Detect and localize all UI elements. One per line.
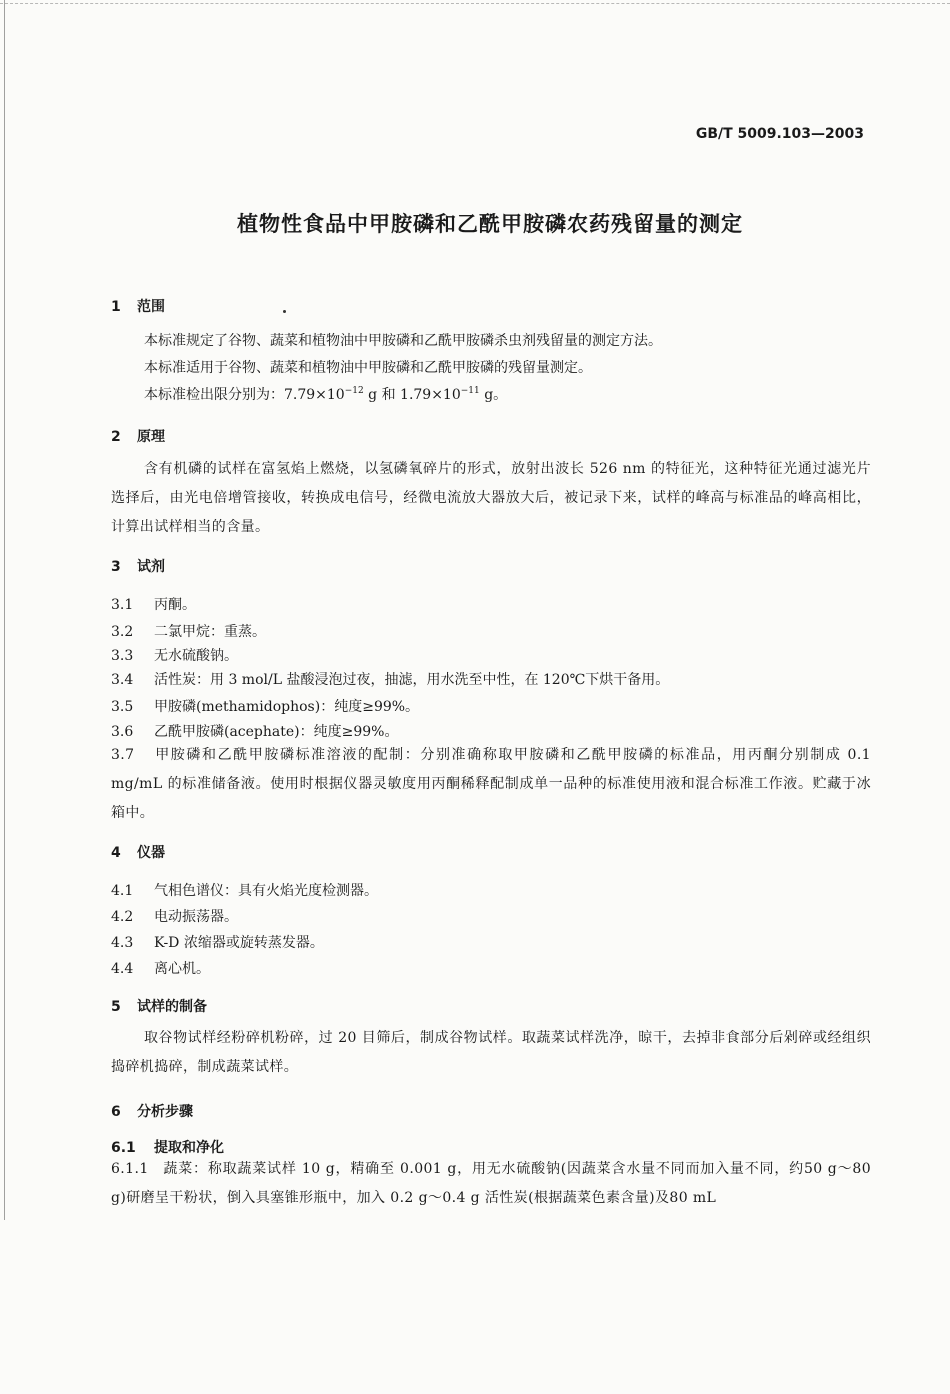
section-number: 2: [111, 429, 121, 445]
section-3-heading: [111, 556, 165, 576]
apparatus-item: [111, 880, 378, 900]
section-number: 6: [111, 1104, 121, 1120]
item-number: 6.1.1: [111, 1161, 149, 1177]
detection-limit-a: 本标准检出限分别为：7.79×10: [144, 387, 345, 403]
scan-edge-top: [0, 3, 950, 5]
reagent-item: [111, 645, 238, 665]
section-1-heading: [111, 296, 165, 316]
apparatus-item: [111, 932, 324, 952]
reagent-item: [111, 621, 266, 641]
detection-limit-c: g。: [479, 387, 508, 403]
item-text: 蔬菜：称取蔬菜试样 10 g，精确至 0.001 g，用无水硫酸钠(因蔬菜含水量不同而加入量不同，约50 g～80 g)研磨呈干粉状，倒入具塞锥形瓶中，加入 0.2 g～0.4 g 活性炭(根据蔬菜色素含量)及80 mL: [111, 1161, 871, 1206]
item-text: 二氯甲烷：重蒸。: [154, 624, 266, 640]
section-title: 分析步骤: [137, 1104, 193, 1120]
principle-paragraph: 含有机磷的试样在富氢焰上燃烧，以氢磷氧碎片的形式，放射出波长 526 nm 的特征光，这种特征光通过滤光片选择后，由光电倍增管接收，转换成电信号，经微电流放大器放大后，被记录下来，试样的峰高与标准品的峰高相比，计算出试样相当的含量。: [111, 461, 871, 535]
sample-prep-paragraph: 取谷物试样经粉碎机粉碎，过 20 目筛后，制成谷物试样。取蔬菜试样洗净，晾干，去掉非食部分后剁碎或经组织捣碎机捣碎，制成蔬菜试样。: [111, 1030, 871, 1075]
detection-limit-b: g 和 1.79×10: [363, 387, 461, 403]
scan-edge-left: [4, 0, 6, 1220]
exponent-2: −11: [460, 386, 480, 396]
section-4-heading: [111, 842, 165, 862]
item-text: 气相色谱仪：具有火焰光度检测器。: [154, 883, 378, 899]
item-text: 乙酰甲胺磷(acephate)：纯度≥99%。: [154, 724, 399, 740]
extraction-item-6-1-1: [111, 1155, 871, 1213]
subsection-6-1-heading: [111, 1137, 224, 1157]
item-number: 4.2: [111, 909, 134, 925]
item-number: 3.7: [111, 747, 135, 763]
section-title: 试样的制备: [137, 999, 207, 1015]
item-text: 无水硫酸钠。: [154, 648, 238, 664]
item-text: 甲胺磷(methamidophos)：纯度≥99%。: [154, 699, 420, 715]
document-title: 植物性食品中甲胺磷和乙酰甲胺磷农药残留量的测定: [237, 212, 743, 236]
section-2-heading: [111, 426, 165, 446]
subsection-number: 6.1: [111, 1140, 136, 1156]
item-number: 3.4: [111, 672, 134, 688]
reagent-item: [111, 696, 419, 716]
item-text: K-D 浓缩器或旋转蒸发器。: [154, 935, 324, 951]
section-6-heading: [111, 1101, 193, 1121]
standard-code: GB/T 5009.103—2003: [695, 126, 864, 142]
apparatus-item: [111, 958, 210, 978]
subsection-title: 提取和净化: [154, 1140, 224, 1156]
exponent-1: −12: [344, 386, 364, 396]
item-number: 3.6: [111, 724, 134, 740]
item-text: 离心机。: [154, 961, 210, 977]
item-number: 4.1: [111, 883, 134, 899]
reagent-item: [111, 669, 669, 689]
scope-paragraph-3: [144, 384, 507, 404]
section-title: 仪器: [137, 845, 165, 861]
section-number: 4: [111, 845, 121, 861]
item-text: 甲胺磷和乙酰甲胺磷标准溶液的配制：分别准确称取甲胺磷和乙酰甲胺磷的标准品，用丙酮分别制成 0.1 mg/mL 的标准储备液。使用时根据仪器灵敏度用丙酮稀释配制成单一品种的标准使用液和混合标准工作液。贮藏于冰箱中。: [111, 747, 871, 821]
section-number: 3: [111, 559, 121, 575]
item-number: 3.1: [111, 597, 134, 613]
reagent-item: [111, 721, 398, 741]
section-number: 1: [111, 299, 121, 315]
reagent-item: [111, 594, 196, 614]
item-number: 3.3: [111, 648, 134, 664]
item-text: 电动振荡器。: [154, 909, 238, 925]
item-number: 4.3: [111, 935, 134, 951]
scan-speck: [283, 310, 286, 313]
item-number: 3.5: [111, 699, 134, 715]
scope-paragraph-2: 本标准适用于谷物、蔬菜和植物油中甲胺磷和乙酰甲胺磷的残留量测定。: [144, 360, 592, 376]
apparatus-item: [111, 906, 238, 926]
section-title: 范围: [137, 299, 165, 315]
reagent-item-3-7: [111, 741, 871, 828]
item-number: 3.2: [111, 624, 134, 640]
item-text: 丙酮。: [154, 597, 196, 613]
scope-paragraph-1: 本标准规定了谷物、蔬菜和植物油中甲胺磷和乙酰甲胺磷杀虫剂残留量的测定方法。: [144, 333, 662, 349]
item-number: 4.4: [111, 961, 134, 977]
section-title: 原理: [137, 429, 165, 445]
item-text: 活性炭：用 3 mol/L 盐酸浸泡过夜，抽滤，用水洗至中性，在 120℃下烘干备用。: [154, 672, 670, 688]
section-number: 5: [111, 999, 121, 1015]
section-5-heading: [111, 996, 207, 1016]
section-title: 试剂: [137, 559, 165, 575]
